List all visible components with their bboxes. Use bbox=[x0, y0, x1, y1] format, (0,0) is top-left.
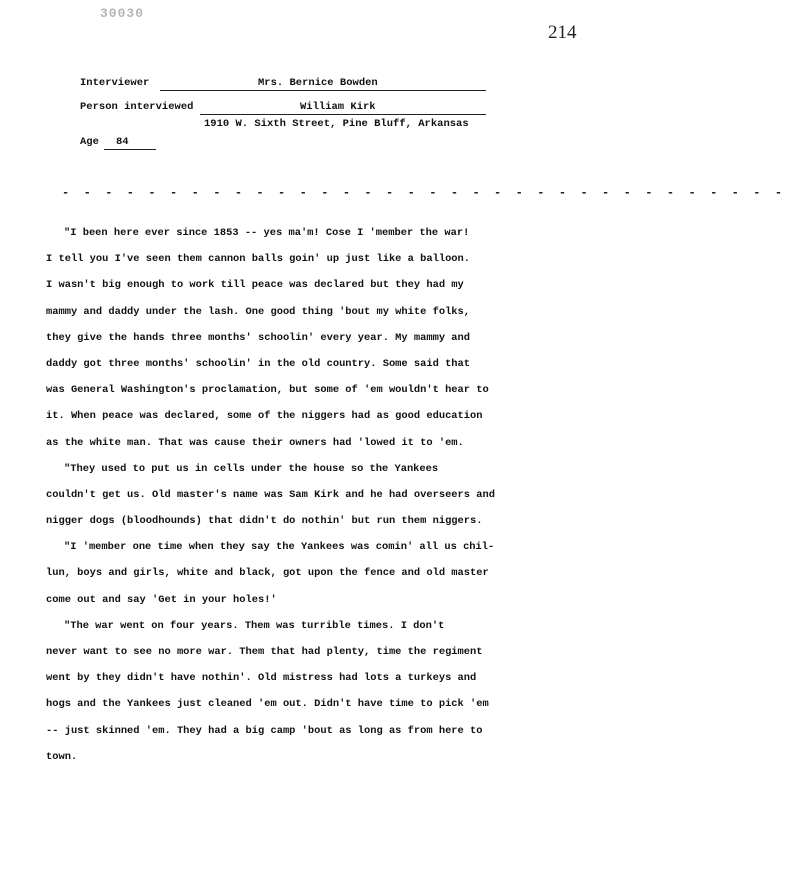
address: 1910 W. Sixth Street, Pine Bluff, Arkansas bbox=[204, 118, 469, 130]
text-line: lun, boys and girls, white and black, got upon the fence and old master bbox=[46, 567, 489, 580]
separator-line: - - - - - - - - - - - - - - - - - - - - - - - - - - - - - - - - - - bbox=[62, 186, 786, 200]
text-line: nigger dogs (bloodhounds) that didn't do nothin' but run them niggers. bbox=[46, 515, 483, 528]
interviewer-name: Mrs. Bernice Bowden bbox=[258, 77, 378, 89]
interviewer-label: Interviewer bbox=[80, 77, 150, 89]
interviewer-underline bbox=[160, 90, 486, 91]
text-line: I tell you I've seen them cannon balls goin' up just like a balloon. bbox=[46, 253, 471, 266]
text-line: town. bbox=[46, 750, 78, 763]
text-line: hogs and the Yankees just cleaned 'em out. Didn't have time to pick 'em bbox=[46, 698, 489, 711]
text-line: was General Washington's proclamation, but some of 'em wouldn't hear to bbox=[46, 384, 489, 397]
text-line: went by they didn't have nothin'. Old mistress had lots a turkeys and bbox=[46, 672, 477, 685]
text-line: I wasn't big enough to work till peace was declared but they had my bbox=[46, 279, 464, 292]
text-line: couldn't get us. Old master's name was Sam Kirk and he had overseers and bbox=[46, 488, 495, 501]
text-line: "I been here ever since 1853 -- yes ma'm! Cose I 'member the war! bbox=[64, 227, 470, 239]
text-line: daddy got three months' schoolin' in the old country. Some said that bbox=[46, 357, 471, 370]
text-line: "I 'member one time when they say the Yankees was comin' all us chil- bbox=[64, 541, 495, 554]
text-line: come out and say 'Get in your holes!' bbox=[46, 593, 277, 606]
interview-text bbox=[46, 220, 546, 770]
person-underline bbox=[200, 114, 486, 115]
age-value: 84 bbox=[116, 136, 129, 148]
text-line: as the white man. That was cause their owners had 'lowed it to 'em. bbox=[46, 436, 464, 449]
text-line: never want to see no more war. Them that had plenty, time the regiment bbox=[46, 646, 483, 658]
text-line: "They used to put us in cells under the house so the Yankees bbox=[64, 462, 439, 475]
text-line: mammy and daddy under the lash. One good thing 'bout my white folks, bbox=[46, 305, 471, 318]
page-number: 214 bbox=[548, 22, 577, 43]
person-interviewed-label: Person interviewed bbox=[80, 101, 194, 113]
text-line: -- just skinned 'em. They had a big camp 'bout as long as from here to bbox=[46, 724, 483, 737]
text-line: "The war went on four years. Them was turrible times. I don't bbox=[64, 619, 445, 632]
person-interviewed-name: William Kirk bbox=[300, 101, 376, 113]
archive-stamp: 30030 bbox=[100, 6, 145, 21]
age-label: Age bbox=[80, 136, 99, 148]
text-line: it. When peace was declared, some of the niggers had as good education bbox=[46, 410, 483, 423]
text-line: they give the hands three months' schoolin' every year. My mammy and bbox=[46, 331, 471, 344]
age-underline bbox=[104, 149, 156, 150]
